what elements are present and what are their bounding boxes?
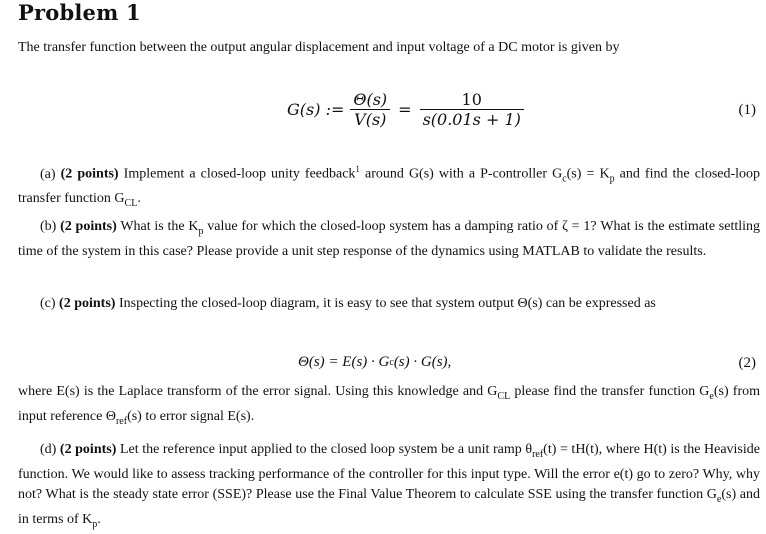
- part-c-after1: where E(s) is the Laplace transform of the error signal. Using this knowledge and G: [18, 384, 498, 399]
- intro-paragraph: The transfer function between the output angular displacement and input voltage of a DC motor is given by: [18, 40, 620, 55]
- eq1-fraction-1: [350, 90, 390, 129]
- part-d-text1: Let the reference input applied to the closed loop system be a unit ramp θ: [119, 442, 533, 457]
- part-d-sub-e: e: [716, 493, 722, 505]
- eq1-frac2-numerator: 10: [461, 90, 482, 109]
- eq1-number: (1): [738, 102, 756, 118]
- part-d-text2: (t) = tH(t), where H(t) is the Heaviside function. We would like to assess tracking performance of the controller for this input type. Will the error e(t) go to zero? Why, why not? What is the steady state error (SSE)? Please use the Final Value Theorem to calculate SSE using the transfer function G: [18, 442, 760, 502]
- part-d-points: (2 points): [59, 442, 117, 457]
- part-b-sub-p: p: [198, 225, 204, 237]
- equation-2: [298, 354, 451, 371]
- part-b-points: (2 points): [60, 219, 117, 234]
- part-d-sub-ref: ref: [532, 448, 544, 460]
- part-a-text2: around G(s) with a P-controller G: [365, 166, 563, 182]
- equation-1: [287, 90, 524, 129]
- part-a-text4: and find the closed-loop transfer function G: [18, 166, 761, 207]
- part-c-after4: (s) to error signal E(s).: [127, 408, 255, 424]
- part-a-sub-p: p: [609, 173, 615, 185]
- part-c-sub-ref: ref: [115, 415, 128, 427]
- part-a-text5: .: [137, 191, 141, 207]
- part-c-continuation: [18, 382, 760, 432]
- eq1-frac1-denominator: V(s): [350, 109, 390, 129]
- footnote-marker: 1: [355, 164, 360, 174]
- eq1-frac1-numerator: Θ(s): [353, 90, 388, 109]
- part-c-text: Inspecting the closed-loop diagram, it is easy to see that system output Θ(s) can be expressed as: [118, 296, 656, 311]
- part-d-sub-p: p: [92, 518, 98, 530]
- eq1-frac2-denominator: s(0.01s + 1): [420, 109, 524, 129]
- part-d-text4: .: [97, 511, 101, 527]
- eq2-rest: (s) · G(s),: [393, 354, 452, 370]
- part-a-paragraph: [18, 159, 760, 214]
- eq2-main: Θ(s) = E(s) · G: [298, 354, 390, 370]
- eq1-equals: =: [398, 100, 412, 119]
- part-a-text3: (s) = K: [566, 166, 610, 182]
- part-c-sub-e: e: [709, 390, 714, 402]
- part-d-paragraph: [18, 440, 760, 534]
- part-b-label: (b): [40, 219, 57, 234]
- part-d-label: (d): [40, 442, 57, 457]
- problem-title: Problem 1: [18, 0, 141, 25]
- part-c-sub-cl: CL: [497, 390, 511, 402]
- part-c-after2: please find the transfer function G: [514, 384, 710, 399]
- part-a-points: (2 points): [60, 166, 119, 182]
- part-c-paragraph: [18, 294, 760, 314]
- eq1-fraction-2: [420, 90, 524, 129]
- part-c-points: (2 points): [59, 296, 116, 311]
- part-a-sub-cl: CL: [124, 198, 138, 210]
- part-a-sub-c: c: [562, 173, 567, 185]
- eq1-lhs: G(s) :=: [287, 100, 345, 119]
- part-b-text: What is the K: [120, 219, 199, 234]
- part-c-after3: (s) from input reference Θ: [18, 384, 761, 424]
- part-a-text1: Implement a closed-loop unity feedback: [123, 166, 356, 182]
- part-c-label: (c): [40, 296, 56, 311]
- part-b-text2: value for which the closed-loop system has a damping ratio of ζ = 1? What is the estimate settling time of the system in this case? Please provide a unit step response of the dynamics using MATLAB to validate the results.: [18, 219, 761, 259]
- eq2-number: (2): [738, 355, 756, 371]
- part-d-text3: (s) and in terms of K: [18, 486, 760, 527]
- eq2-sub-c: c: [389, 357, 394, 368]
- part-b-paragraph: [18, 217, 760, 262]
- part-a-label: (a): [40, 166, 56, 182]
